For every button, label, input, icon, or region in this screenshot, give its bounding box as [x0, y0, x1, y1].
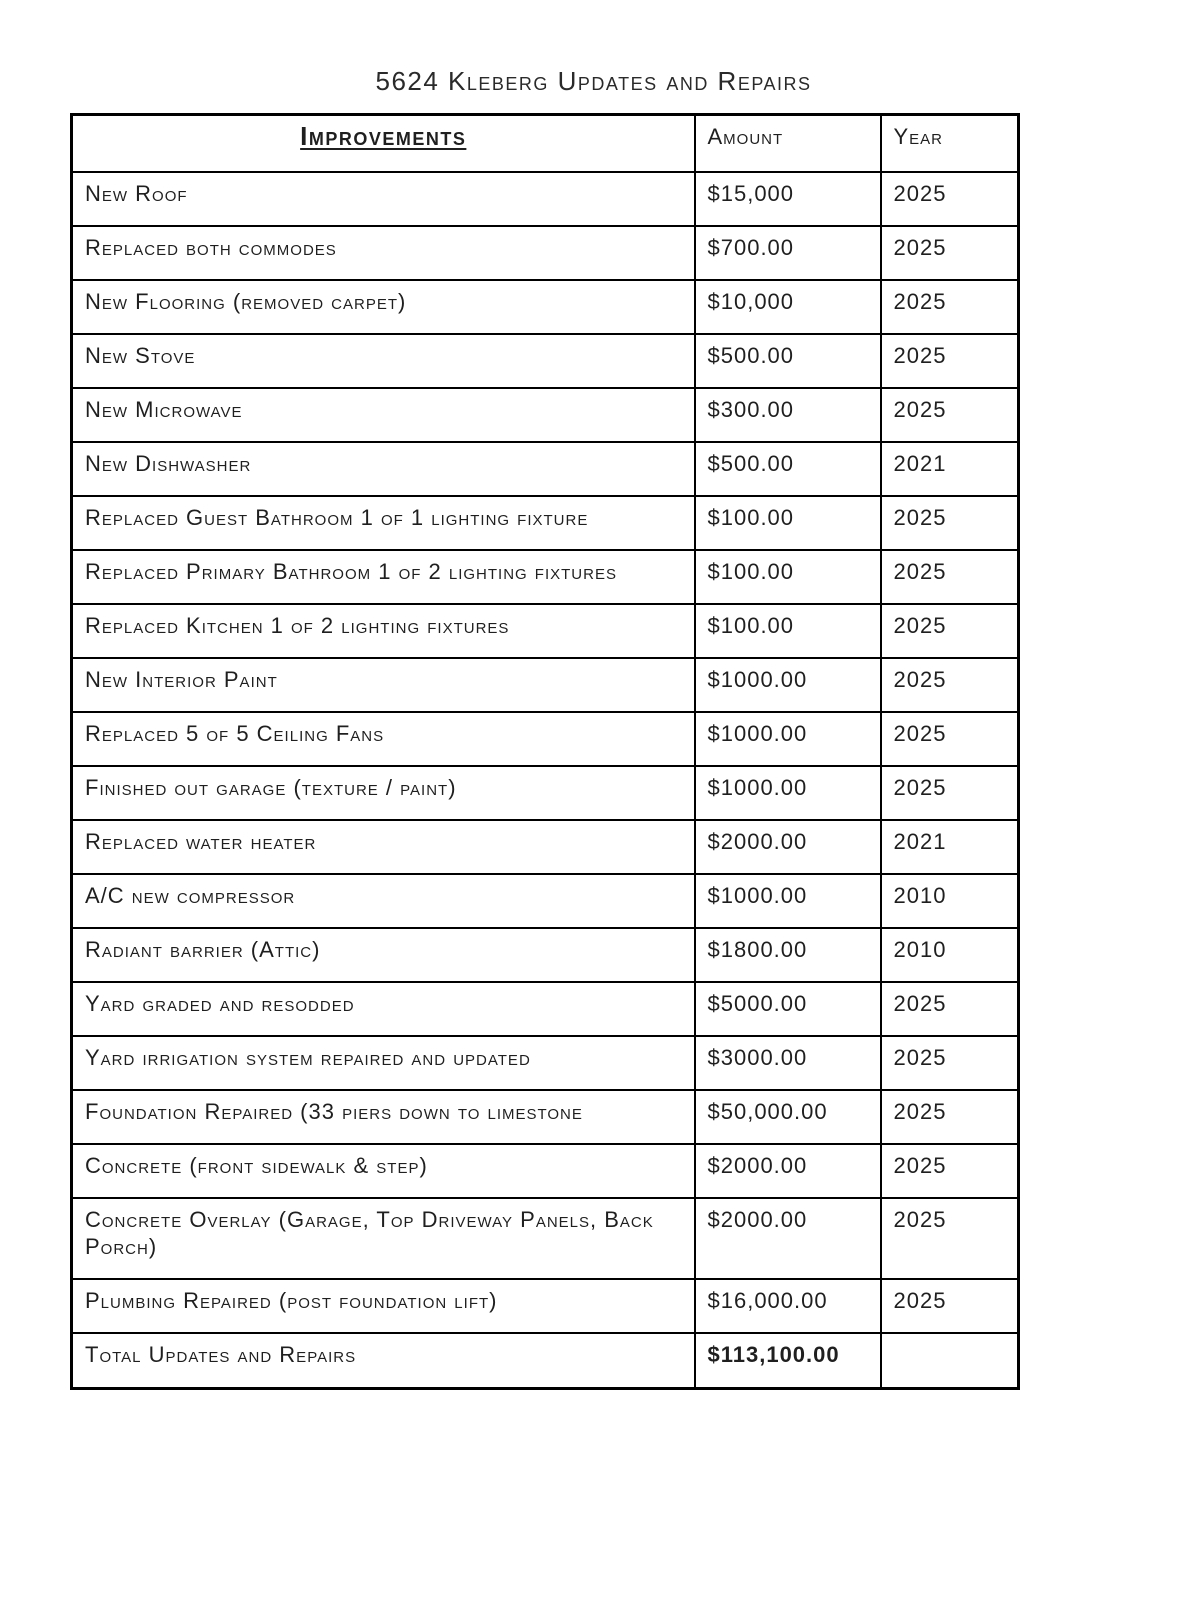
amount-cell: $100.00	[695, 604, 881, 658]
table-row	[72, 442, 1019, 496]
improvement-cell: New Flooring (removed carpet)	[72, 280, 695, 334]
year-cell: 2010	[881, 928, 1019, 982]
year-cell: 2025	[881, 496, 1019, 550]
improvement-cell: Plumbing Repaired (post foundation lift)	[72, 1279, 695, 1333]
year-cell: 2025	[881, 658, 1019, 712]
improvement-cell: Replaced Kitchen 1 of 2 lighting fixtures	[72, 604, 695, 658]
table-row	[72, 334, 1019, 388]
amount-cell: $1000.00	[695, 658, 881, 712]
year-cell: 2025	[881, 1279, 1019, 1333]
improvement-cell: A/C new compressor	[72, 874, 695, 928]
improvement-cell: Replaced both commodes	[72, 226, 695, 280]
improvement-cell: Yard graded and resodded	[72, 982, 695, 1036]
amount-cell: $16,000.00	[695, 1279, 881, 1333]
table-row	[72, 1279, 1019, 1333]
year-cell: 2025	[881, 1090, 1019, 1144]
year-cell: 2025	[881, 1036, 1019, 1090]
amount-cell: $1000.00	[695, 766, 881, 820]
amount-cell: $50,000.00	[695, 1090, 881, 1144]
improvement-cell: Radiant barrier (Attic)	[72, 928, 695, 982]
col-header-improvements: Improvements	[72, 115, 695, 172]
amount-cell: $2000.00	[695, 1144, 881, 1198]
amount-cell: $300.00	[695, 388, 881, 442]
year-cell: 2025	[881, 550, 1019, 604]
year-cell: 2025	[881, 172, 1019, 226]
year-cell: 2025	[881, 604, 1019, 658]
year-cell: 2010	[881, 874, 1019, 928]
improvement-cell: Replaced 5 of 5 Ceiling Fans	[72, 712, 695, 766]
amount-cell: $5000.00	[695, 982, 881, 1036]
amount-cell: $100.00	[695, 496, 881, 550]
improvement-cell: New Stove	[72, 334, 695, 388]
table-row	[72, 226, 1019, 280]
year-cell: 2025	[881, 334, 1019, 388]
amount-cell: $500.00	[695, 442, 881, 496]
page-title: 5624 Kleberg Updates and Repairs	[375, 66, 812, 96]
amount-cell: $3000.00	[695, 1036, 881, 1090]
year-cell: 2025	[881, 712, 1019, 766]
amount-cell: $10,000	[695, 280, 881, 334]
col-header-amount: Amount	[695, 115, 881, 172]
table-row	[72, 982, 1019, 1036]
amount-cell: $15,000	[695, 172, 881, 226]
improvement-cell: Yard irrigation system repaired and updated	[72, 1036, 695, 1090]
table-row	[72, 1036, 1019, 1090]
improvement-cell: Foundation Repaired (33 piers down to limestone	[72, 1090, 695, 1144]
amount-cell: $1800.00	[695, 928, 881, 982]
col-header-year: Year	[881, 115, 1019, 172]
header-row	[72, 115, 1019, 172]
table-row	[72, 820, 1019, 874]
year-cell: 2021	[881, 442, 1019, 496]
table-row	[72, 1090, 1019, 1144]
improvement-cell: Replaced water heater	[72, 820, 695, 874]
improvement-cell: Replaced Primary Bathroom 1 of 2 lighting fixtures	[72, 550, 695, 604]
table-row	[72, 550, 1019, 604]
improvement-cell: New Microwave	[72, 388, 695, 442]
improvement-cell: New Dishwasher	[72, 442, 695, 496]
amount-cell: $1000.00	[695, 874, 881, 928]
year-cell: 2025	[881, 982, 1019, 1036]
year-cell: 2025	[881, 226, 1019, 280]
improvement-cell: Concrete (front sidewalk & step)	[72, 1144, 695, 1198]
amount-cell: $100.00	[695, 550, 881, 604]
year-cell: 2025	[881, 388, 1019, 442]
table-row	[72, 388, 1019, 442]
improvement-cell: Concrete Overlay (Garage, Top Driveway Panels, Back Porch)	[72, 1198, 695, 1279]
table-row	[72, 766, 1019, 820]
improvement-cell: Finished out garage (texture / paint)	[72, 766, 695, 820]
table-row	[72, 874, 1019, 928]
table-row	[72, 1144, 1019, 1198]
table-row	[72, 496, 1019, 550]
total-amount: $113,100.00	[695, 1333, 881, 1389]
table-row	[72, 712, 1019, 766]
amount-cell: $500.00	[695, 334, 881, 388]
year-cell: 2025	[881, 1144, 1019, 1198]
year-cell: 2025	[881, 1198, 1019, 1279]
year-cell: 2025	[881, 280, 1019, 334]
amount-cell: $2000.00	[695, 820, 881, 874]
total-label: Total Updates and Repairs	[72, 1333, 695, 1389]
table-row	[72, 172, 1019, 226]
updates-repairs-table	[70, 113, 1020, 1390]
amount-cell: $2000.00	[695, 1198, 881, 1279]
year-cell: 2021	[881, 820, 1019, 874]
table-row	[72, 658, 1019, 712]
table-row	[72, 1198, 1019, 1279]
improvement-cell: New Interior Paint	[72, 658, 695, 712]
table-row	[72, 928, 1019, 982]
table-row	[72, 280, 1019, 334]
total-year	[881, 1333, 1019, 1389]
improvement-cell: Replaced Guest Bathroom 1 of 1 lighting fixture	[72, 496, 695, 550]
year-cell: 2025	[881, 766, 1019, 820]
total-row	[72, 1333, 1019, 1389]
amount-cell: $700.00	[695, 226, 881, 280]
amount-cell: $1000.00	[695, 712, 881, 766]
table-row	[72, 604, 1019, 658]
improvement-cell: New Roof	[72, 172, 695, 226]
